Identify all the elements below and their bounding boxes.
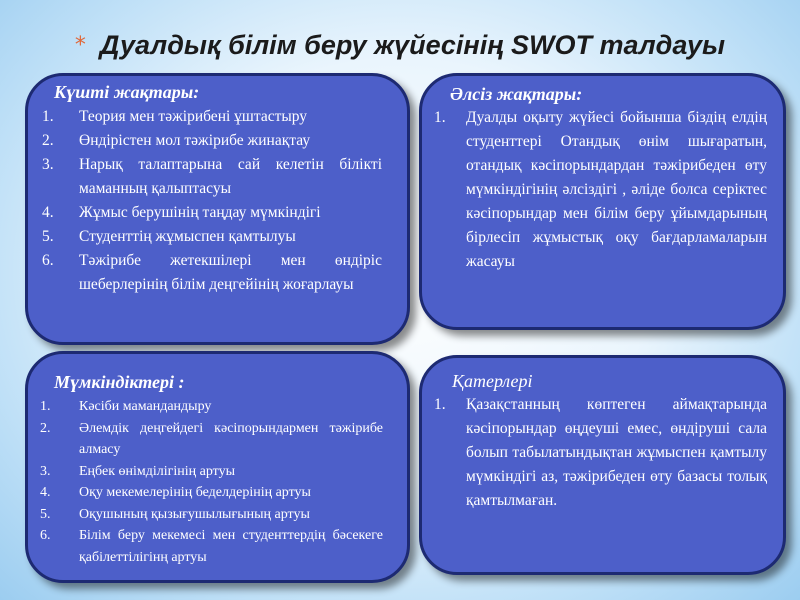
weaknesses-box — [419, 73, 786, 330]
item-number: 1. — [40, 399, 51, 414]
list-item — [40, 525, 383, 568]
slide-title: Дуалдық білім беру жүйесінің SWOT талдауы — [99, 29, 726, 60]
threats-title: Қатерлері — [452, 371, 533, 391]
item-text: Тәжірибе жетекшілері мен өндіріс шеберлерінің білім деңгейінің жоғарлауы — [79, 252, 382, 293]
item-number: 1. — [434, 396, 446, 413]
list-item — [40, 461, 383, 483]
item-text: Жұмыс берушінің таңдау мүмкіндігі — [79, 204, 321, 221]
item-text: Нарық талаптарына сай келетін білікті маманның қалыптасуы — [79, 156, 382, 197]
list-item — [434, 106, 767, 274]
item-number: 5. — [40, 506, 51, 522]
list-item — [40, 396, 383, 418]
item-text: Қазақстанның көптеген аймақтарында кәсіпорындар өңдеуші емес, өндіруші сала болып табылатындықтан жұмыспен қамтылу мүмкіндігі аз, тәжірибеден өту базасы толық қамтылмаған. — [466, 396, 767, 509]
item-number: 3. — [40, 463, 51, 479]
item-number: 1. — [42, 108, 54, 125]
item-number: 5. — [42, 228, 54, 245]
item-number: 6. — [40, 528, 51, 543]
opportunities-list — [40, 396, 383, 568]
title-bullet-icon: * — [74, 32, 86, 58]
list-item — [42, 129, 382, 153]
item-text: Теория мен тәжірибені ұштастыру — [79, 108, 308, 125]
item-number: 4. — [40, 485, 51, 500]
item-text: Оқушының қызығушылығының артуы — [79, 506, 310, 522]
list-item — [42, 225, 382, 249]
list-item — [42, 249, 382, 297]
list-item — [42, 105, 382, 129]
item-text: Өндірістен мол тәжірибе жинақтау — [79, 132, 311, 149]
item-text: Білім беру мекемесі мен студенттердің бәсекеге қабілеттілігінң артуы — [79, 528, 383, 565]
list-item — [40, 418, 383, 461]
item-number: 4. — [42, 204, 54, 221]
opportunities-title: Мүмкіндіктері : — [54, 372, 185, 392]
item-text: Дуалды оқыту жүйесі бойынша біздің елдің студенттері Отандық өнім шығаратын, отандық кәсіпорындардан тәжірибеден өту мүмкіндігінің әлсіздігі , әліде болса серіктес кәсіпорындар мен білім беру ұйымдарының бірлесіп жұмыстық оқу бағдарламаларын жасауы — [466, 109, 767, 270]
list-item — [40, 482, 383, 504]
item-text: Оқу мекемелерінің беделдерінің артуы — [79, 485, 311, 500]
item-text: Кәсіби мамандандыру — [79, 399, 212, 414]
item-text: Студенттің жұмыспен қамтылуы — [79, 228, 296, 245]
strengths-box — [25, 73, 410, 345]
slide-title-row — [0, 20, 800, 70]
threats-box — [419, 355, 786, 575]
item-number: 1. — [434, 109, 446, 126]
weaknesses-title: Әлсіз жақтары: — [450, 84, 583, 104]
item-number: 3. — [42, 156, 54, 173]
list-item — [42, 153, 382, 201]
weaknesses-list — [434, 106, 767, 274]
strengths-title: Күшті жақтары: — [54, 82, 200, 102]
list-item — [434, 393, 767, 513]
strengths-list — [42, 105, 382, 297]
item-number: 2. — [42, 132, 54, 149]
item-number: 6. — [42, 252, 54, 269]
item-text: Әлемдік деңгейдегі кәсіпорындармен тәжірибе алмасу — [79, 420, 383, 457]
threats-list — [434, 393, 767, 513]
item-text: Еңбек өнімділігінің артуы — [79, 463, 236, 479]
opportunities-box — [25, 351, 410, 583]
list-item — [42, 201, 382, 225]
list-item — [40, 504, 383, 526]
item-number: 2. — [40, 420, 51, 436]
